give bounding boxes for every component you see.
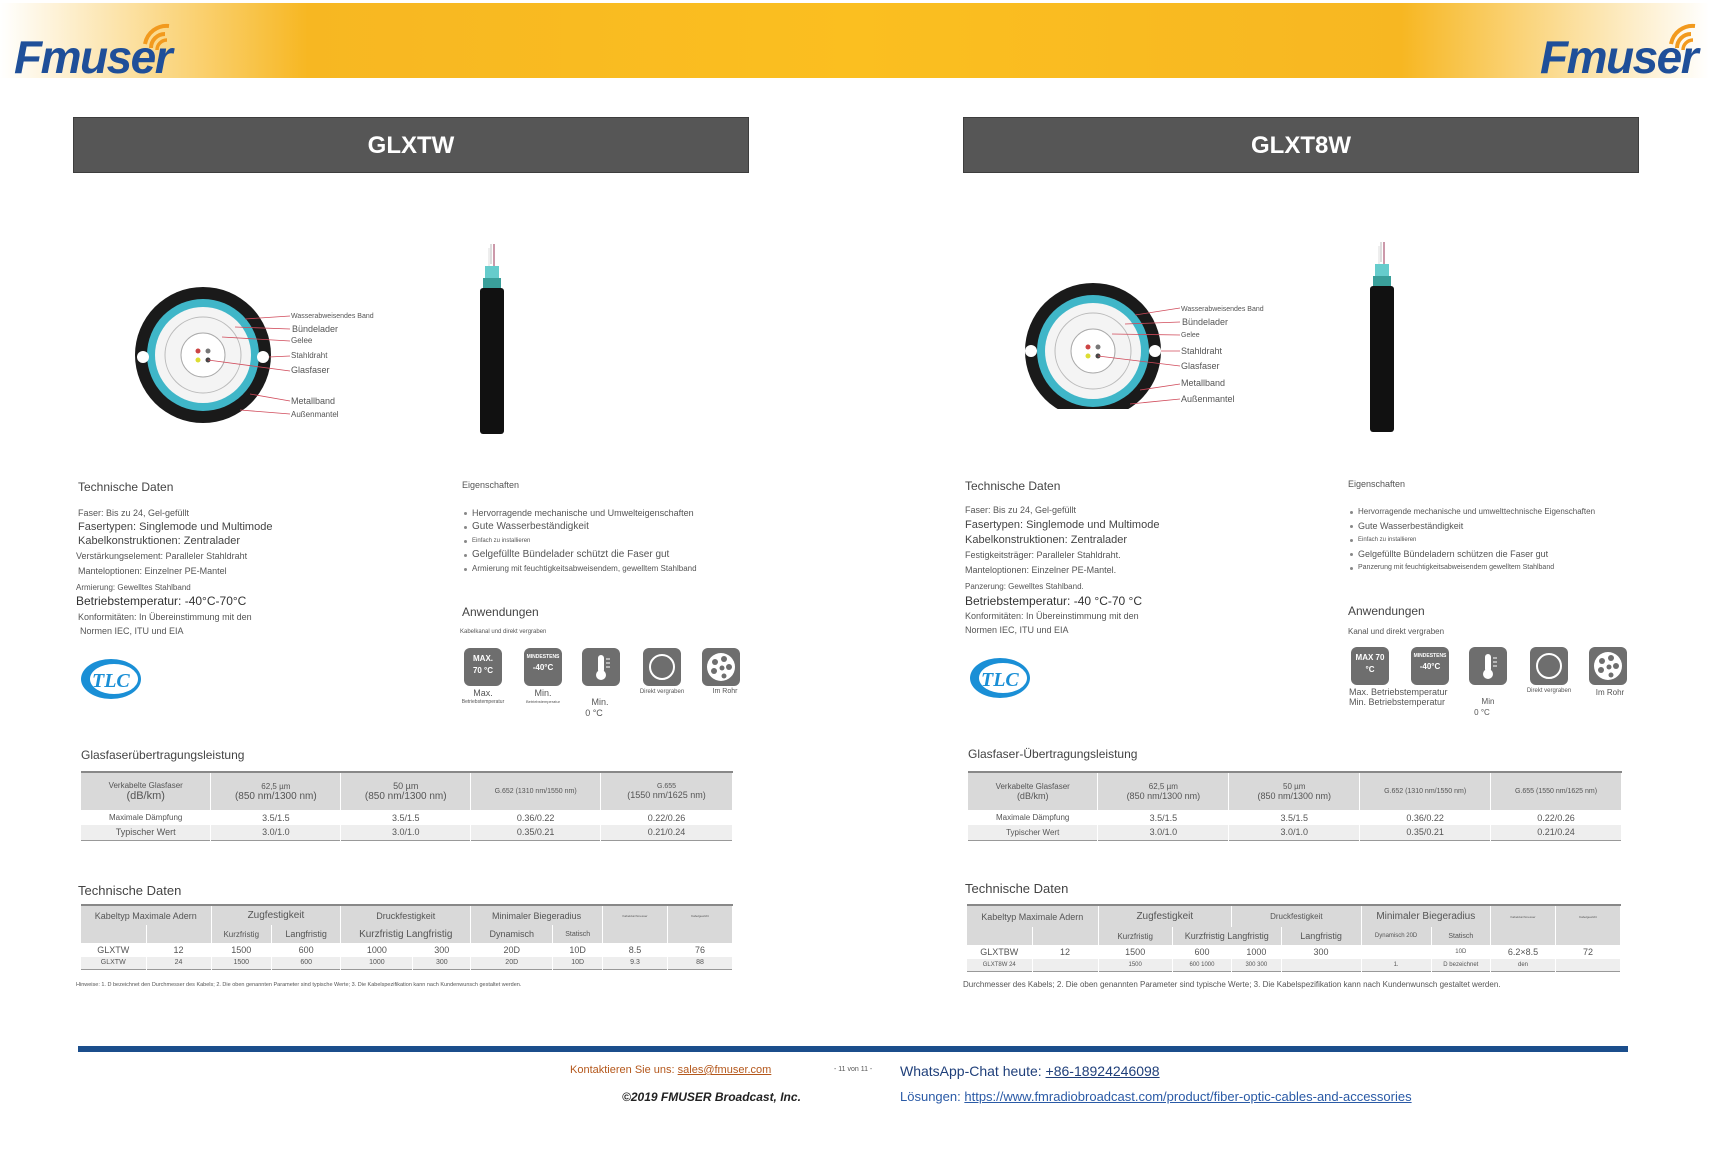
- fiber-performance-heading: Glasfaserübertragungsleistung: [81, 748, 245, 762]
- max-temp-icon: MAX 70 °C: [1351, 647, 1389, 685]
- label-metal-tape: Metallband: [291, 396, 336, 406]
- tech-line: Faser: Bis zu 24, Gel-gefüllt: [78, 508, 190, 518]
- fiber-performance-table: Verkabelte Glasfaser (dB/km) 62,5 µm (850 nm/1300 nm) 50 µm (850 nm/1300 nm) G.652 (1310 nm/1550 nm) G.655 (1550 nm/1625 nm) Maximale Dämpfung 3.5/1.5 3.5/1.5 0.36/0.22 0.22/0.26 Typischer Wert 3.0/1.0 3.0/1.0 0.35/0.21 0.21/0.24: [968, 771, 1622, 841]
- copyright: ©2019 FMUSER Broadcast, Inc.: [622, 1090, 801, 1104]
- icon-caption: Min.: [591, 697, 609, 707]
- tech-data-heading-2: Technische Daten: [965, 881, 1069, 896]
- solutions-link[interactable]: https://www.fmradiobroadcast.com/product/fiber-optic-cables-and-accessories: [964, 1089, 1412, 1104]
- property-item: Armierung mit feuchtigkeitsabweisendem, gewelltem Stahlband: [462, 562, 697, 576]
- label-metal-tape: Metallband: [1181, 378, 1226, 388]
- label-water-blocking-tape: Wasserabweisendes Band: [291, 313, 374, 320]
- svg-text:TLC: TLC: [981, 669, 1019, 691]
- icon-caption: Min: [1481, 697, 1495, 706]
- direct-burial-icon: [643, 648, 681, 686]
- fiber-performance-table: Verkabelte Glasfaser (dB/km) 62,5 µm (850 nm/1300 nm) 50 µm (850 nm/1300 nm) G.652 (1310 nm/1550 nm) G.655 (1550 nm/1625 nm) Maximale Dämpfung 3.5/1.5 3.5/1.5 0.36/0.22 0.22/0.26 Typischer Wert 3.0/1.0 3.0/1.0 0.35/0.21 0.21/0.24: [81, 771, 733, 841]
- logo-text: Fmuser: [1540, 31, 1698, 83]
- property-item: Gelgefüllte Bündeladern schützen die Faser gut: [1348, 547, 1595, 561]
- tech-line: Festigkeitsträger: Paralleler Stahldraht.: [965, 550, 1121, 560]
- direct-burial-icon: [1530, 647, 1568, 685]
- thermometer-icon: [582, 648, 620, 686]
- tech-line: Kabelkonstruktionen: Zentralader: [965, 534, 1128, 546]
- tech-line: Faser: Bis zu 24, Gel-gefüllt: [965, 505, 1077, 515]
- property-item: Gelgefüllte Bündelader schützt die Faser gut: [462, 548, 697, 562]
- icon-caption: Im Rohr: [712, 688, 738, 695]
- solutions-label: Lösungen:: [900, 1089, 961, 1104]
- contact-email-link[interactable]: sales@fmuser.com: [677, 1064, 772, 1076]
- tech-data-heading: Technische Daten: [78, 480, 174, 494]
- tech-line: Armierung: Gewelltes Stahlband: [76, 583, 191, 592]
- cable-side-view-image: [472, 244, 512, 434]
- icon-caption: Im Rohr: [1595, 688, 1625, 697]
- tech-line: Kabelkonstruktionen: Zentralader: [78, 535, 241, 547]
- min-temp-icon: MINDESTENS -40°C: [1411, 647, 1449, 685]
- product-panel-right: [888, 0, 1709, 1000]
- icon-caption: Min. Betriebstemperatur: [1349, 697, 1446, 707]
- in-duct-icon: [702, 648, 740, 686]
- applications-subtitle: Kabelkanal und direkt vergraben: [460, 629, 547, 635]
- properties-heading: Eigenschaften: [462, 480, 520, 490]
- label-steel-wire: Stahldraht: [1181, 346, 1223, 356]
- cable-side-view-image: [1362, 242, 1402, 432]
- property-item: Gute Wasserbeständigkeit: [462, 520, 697, 534]
- tech-line: Fasertypen: Singlemode und Multimode: [965, 519, 1160, 531]
- property-item: Einfach zu installieren: [462, 534, 697, 548]
- label-fiber: Glasfaser: [1181, 361, 1220, 371]
- footer-rule: [78, 1046, 1628, 1052]
- cross-section-diagram: [1020, 282, 1280, 428]
- icon-caption: Direkt vergraben: [1526, 688, 1572, 694]
- property-item: Einfach zu installieren: [1348, 533, 1595, 547]
- label-gel: Gelee: [291, 336, 313, 345]
- tech-data-heading: Technische Daten: [965, 479, 1061, 493]
- tech-data-table: Kabeltyp Maximale Adern Zugfestigkeit Druckfestigkeit Minimaler Biegeradius Kabeldurchmesser Kabelgewicht Kurzfristig Langfristig Kurzfristig Langfristig Dynamisch Statisch GLXTW 12 1500 600 1000 300 20D 10D 8.5 76 GLXTW 24 1500 600 1000 300 20D 10D 9.3 88: [81, 904, 733, 970]
- label-loose-tube: Bündelader: [1182, 317, 1229, 327]
- logo-text: Fmuser: [14, 31, 172, 83]
- tech-line: Betriebstemperatur: -40 °C-70 °C: [965, 594, 1142, 608]
- tech-line: Betriebstemperatur: -40°C-70°C: [76, 594, 247, 608]
- label-outer-sheath: Außenmantel: [291, 410, 339, 419]
- product-title: GLXTW: [73, 117, 749, 173]
- tlc-logo: [80, 658, 142, 700]
- tech-line: Normen IEC, ITU und EIA: [80, 626, 184, 636]
- properties-heading: Eigenschaften: [1348, 479, 1406, 489]
- page-number: - 11 von 11 -: [834, 1066, 873, 1073]
- cross-section-diagram: [130, 282, 390, 428]
- tech-line: Normen IEC, ITU und EIA: [965, 625, 1069, 635]
- solutions-line: [900, 1089, 1412, 1104]
- applications-heading: Anwendungen: [462, 605, 539, 619]
- properties-list: [1348, 505, 1595, 575]
- tech-line: Manteloptionen: Einzelner PE-Mantel.: [965, 565, 1117, 575]
- footnote: Hinweise: 1. D bezeichnet den Durchmesser des Kabels; 2. Die oben genannten Parameter sind typische Werte; 3. Die Kabelspezifikation kann nach Kundenwunsch gestaltet werden.: [76, 982, 522, 988]
- contact-line: [570, 1064, 771, 1076]
- icon-caption: 0 °C: [1474, 708, 1490, 717]
- tlc-logo: [969, 657, 1031, 699]
- tech-data-table: Kabeltyp Maximale Adern Zugfestigkeit Druckfestigkeit Minimaler Biegeradius Kabeldurchmesser Kabelgewicht Kurzfristig Kurzfristig Langfristig Langfristig Dynamisch 20D Statisch GLXTBW 12 1500 600 1000 300 10D 6.2×8.5 72 GLXT8W 24 1500 600 1000 300 300 1. D bezeichnet den: [967, 904, 1621, 972]
- applications-heading: Anwendungen: [1348, 604, 1425, 618]
- tech-line: Panzerung: Gewelltes Stahlband.: [965, 582, 1084, 591]
- label-gel: Gelee: [1181, 332, 1200, 339]
- tech-line: Verstärkungselement: Paralleler Stahldraht: [76, 551, 248, 561]
- label-outer-sheath: Außenmantel: [1181, 394, 1235, 404]
- property-item: Panzerung mit feuchtigkeitsabweisendem gewelltem Stahlband: [1348, 561, 1595, 575]
- property-item: Hervorragende mechanische und Umwelteigenschaften: [462, 506, 697, 520]
- property-item: Gute Wasserbeständigkeit: [1348, 519, 1595, 533]
- icon-caption: Max.: [473, 688, 493, 698]
- tech-data-heading-2: Technische Daten: [78, 883, 182, 898]
- fiber-performance-heading: Glasfaser-Übertragungsleistung: [968, 747, 1138, 761]
- thermometer-icon: [1469, 647, 1507, 685]
- label-water-blocking-tape: Wasserabweisendes Band: [1181, 306, 1264, 313]
- label-loose-tube: Bündelader: [292, 324, 339, 334]
- tech-line: Konformitäten: In Übereinstimmung mit den: [78, 612, 252, 622]
- product-title: GLXT8W: [963, 117, 1639, 173]
- min-temp-icon: MINDESTENS -40°C: [524, 648, 562, 686]
- icon-caption: Betriebstemperatur: [461, 699, 505, 705]
- tech-line: Konformitäten: In Übereinstimmung mit den: [965, 611, 1139, 621]
- svg-text:TLC: TLC: [92, 670, 130, 692]
- whatsapp-number-link[interactable]: +86-18924246098: [1045, 1063, 1160, 1079]
- icon-caption: Direkt vergraben: [639, 689, 685, 695]
- whatsapp-line: [900, 1063, 1160, 1079]
- icon-caption: Min.: [534, 688, 552, 698]
- contact-label: Kontaktieren Sie uns:: [570, 1064, 675, 1076]
- max-temp-icon: MAX. 70 °C: [464, 648, 502, 686]
- label-steel-wire: Stahldraht: [291, 351, 328, 360]
- property-item: Hervorragende mechanische und umwelttechnische Eigenschaften: [1348, 505, 1595, 519]
- icon-caption: Max. Betriebstemperatur: [1349, 687, 1448, 697]
- properties-list: [462, 506, 697, 576]
- in-duct-icon: [1589, 647, 1627, 685]
- tech-line: Manteloptionen: Einzelner PE-Mantel: [78, 566, 227, 576]
- label-fiber: Glasfaser: [291, 365, 330, 375]
- product-panel-left: [0, 0, 860, 1000]
- icon-caption: Betriebstemperatur: [525, 699, 560, 704]
- whatsapp-label: WhatsApp-Chat heute:: [900, 1063, 1042, 1079]
- footnote: Durchmesser des Kabels; 2. Die oben genannten Parameter sind typische Werte; 3. Die Kabelspezifikation kann nach Kundenwunsch gestaltet werden.: [963, 980, 1501, 989]
- tech-line: Fasertypen: Singlemode und Multimode: [78, 521, 273, 533]
- applications-subtitle: Kanal und direkt vergraben: [1348, 627, 1445, 636]
- icon-caption: 0 °C: [585, 708, 603, 718]
